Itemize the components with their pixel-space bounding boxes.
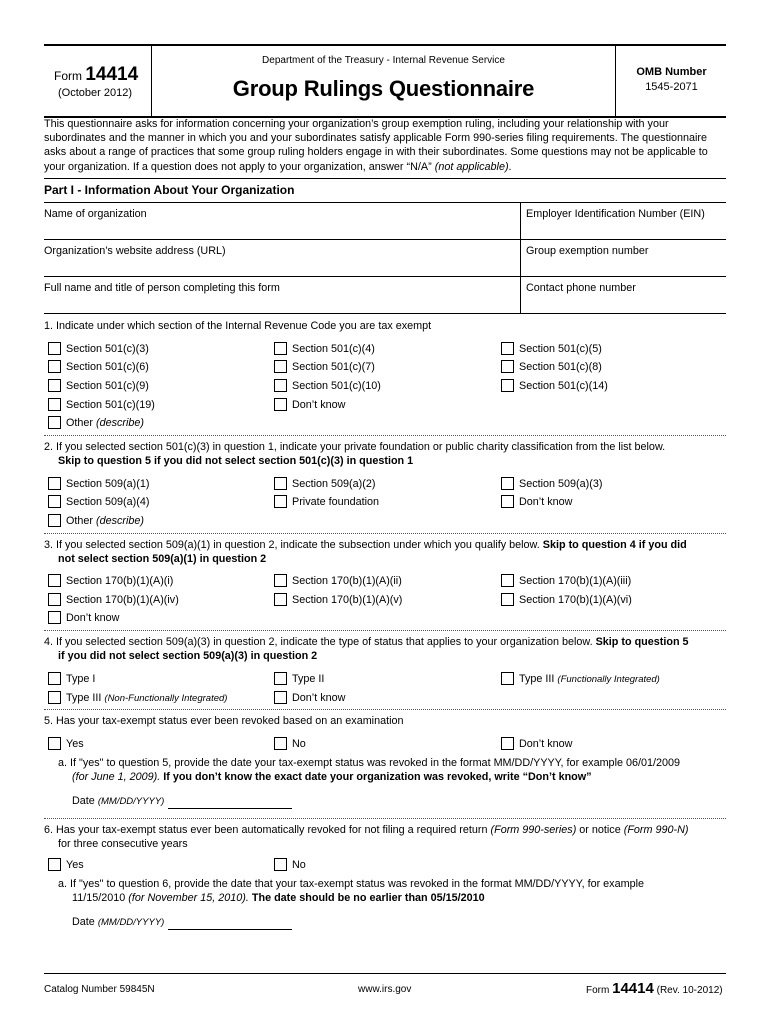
checkbox-170-iv[interactable]: Section 170(b)(1)(A)(iv) bbox=[48, 593, 179, 607]
checkbox-509a4[interactable]: Section 509(a)(4) bbox=[48, 495, 149, 509]
checkbox-170-vi[interactable]: Section 170(b)(1)(A)(vi) bbox=[501, 593, 632, 607]
checkbox-170-ii[interactable]: Section 170(b)(1)(A)(ii) bbox=[274, 574, 402, 588]
page-title: Group Rulings Questionnaire bbox=[232, 76, 535, 101]
checkbox-q3-dont-know[interactable]: Don’t know bbox=[48, 611, 119, 625]
question-1: 1. Indicate under which section of the Internal Revenue Code you are tax exempt bbox=[44, 320, 432, 332]
checkbox-509a2[interactable]: Section 509(a)(2) bbox=[274, 477, 375, 491]
footer-form-id: Form 14414 (Rev. 10-2012) bbox=[586, 980, 723, 997]
question-4: 4. If you selected section 509(a)(3) in question 2, indicate the type of status that applies to your organization below. Skip to question 5 if you did not select section 509(a)(3) in question 2 bbox=[44, 636, 689, 662]
divider bbox=[44, 630, 726, 631]
q5-date-field[interactable]: Date (MM/DD/YYYY) bbox=[72, 794, 292, 808]
question-5: 5. Has your tax-exempt status ever been revoked based on an examination bbox=[44, 715, 404, 727]
checkbox-type-3-nfi[interactable]: Type III (Non-Functionally Integrated) bbox=[48, 691, 227, 705]
checkbox-501c9[interactable]: Section 501(c)(9) bbox=[48, 379, 149, 393]
checkbox-q2-other[interactable]: Other (describe) bbox=[48, 514, 144, 528]
checkbox-501c5[interactable]: Section 501(c)(5) bbox=[501, 342, 602, 356]
checkbox-501c6[interactable]: Section 501(c)(6) bbox=[48, 360, 149, 374]
checkbox-q2-dont-know[interactable]: Don’t know bbox=[501, 495, 572, 509]
omb-cell bbox=[615, 46, 726, 116]
question-5a: a. If "yes" to question 5, provide the date your tax-exempt status was revoked in the format MM/DD/YYYY, for example 06/01/2009 (for June 1, 2009). If you don’t know the exact date your organization was revoked, write “Don’t know” bbox=[58, 757, 681, 783]
form-number: 14414 bbox=[85, 64, 139, 85]
question-2: 2. If you selected section 501(c)(3) in question 1, indicate your private foundation or public charity classification from the list below. Skip to question 5 if you did not select section 501(c)(3) in question 1 bbox=[44, 441, 666, 467]
checkbox-509a1[interactable]: Section 509(a)(1) bbox=[48, 477, 149, 491]
checkbox-q1-other[interactable]: Other (describe) bbox=[48, 416, 144, 430]
ein-field[interactable]: Employer Identification Number (EIN) bbox=[526, 208, 705, 220]
checkbox-501c7[interactable]: Section 501(c)(7) bbox=[274, 360, 375, 374]
intro-paragraph: This questionnaire asks for information concerning your organization’s group exemption ruling, including your relationship with your subordinates and the manner in which you and your subordinates satisfy applicable Form 990-series filing requirements. The questionnaire asks about a range of practices that some group ruling holders engage in with their subordinates. Some questions may not be applicable to your organization. If a question does not apply to your organization, answer “N/A” (not applicable). bbox=[44, 118, 708, 173]
footer-website: www.irs.gov bbox=[358, 984, 412, 995]
form-id-cell bbox=[44, 46, 152, 116]
checkbox-501c8[interactable]: Section 501(c)(8) bbox=[501, 360, 602, 374]
question-6a: a. If "yes" to question 6, provide the date that your tax-exempt status was revoked in the format MM/DD/YYYY, for example 11/15/2010 (for November 15, 2010). The date should be no earlier than 05/15/2010 bbox=[58, 878, 644, 904]
form-date: (October 2012) bbox=[58, 87, 132, 99]
question-3: 3. If you selected section 509(a)(1) in question 2, indicate the subsection under which you qualify below. Skip to question 4 if you did not select section 509(a)(1) in question 2 bbox=[44, 539, 687, 565]
footer-divider bbox=[44, 973, 726, 974]
divider bbox=[44, 435, 726, 436]
divider bbox=[44, 178, 726, 179]
checkbox-170-iii[interactable]: Section 170(b)(1)(A)(iii) bbox=[501, 574, 631, 588]
checkbox-type-1[interactable]: Type I bbox=[48, 672, 95, 686]
checkbox-509a3[interactable]: Section 509(a)(3) bbox=[501, 477, 602, 491]
omb-label: OMB Number bbox=[636, 66, 707, 78]
form-word: Form bbox=[54, 69, 82, 83]
catalog-number: Catalog Number 59845N bbox=[44, 984, 155, 995]
checkbox-501c19[interactable]: Section 501(c)(19) bbox=[48, 398, 155, 412]
department: Department of the Treasury - Internal Revenue Service bbox=[262, 55, 505, 66]
part1-heading: Part I - Information About Your Organization bbox=[44, 183, 295, 197]
checkbox-170-i[interactable]: Section 170(b)(1)(A)(i) bbox=[48, 574, 173, 588]
checkbox-q5-no[interactable]: No bbox=[274, 737, 306, 751]
omb-number: 1545-2071 bbox=[645, 81, 698, 93]
form-header bbox=[44, 44, 726, 118]
title-cell bbox=[152, 46, 615, 116]
divider bbox=[44, 709, 726, 710]
checkbox-501c14[interactable]: Section 501(c)(14) bbox=[501, 379, 608, 393]
divider bbox=[44, 313, 726, 314]
column-divider bbox=[520, 202, 521, 313]
checkbox-501c4[interactable]: Section 501(c)(4) bbox=[274, 342, 375, 356]
q6-date-field[interactable]: Date (MM/DD/YYYY) bbox=[72, 915, 292, 929]
checkbox-type-3-fi[interactable]: Type III (Functionally Integrated) bbox=[501, 672, 660, 686]
checkbox-q6-yes[interactable]: Yes bbox=[48, 858, 84, 872]
q6-date-input[interactable] bbox=[168, 929, 292, 930]
divider bbox=[44, 533, 726, 534]
checkbox-501c10[interactable]: Section 501(c)(10) bbox=[274, 379, 381, 393]
checkbox-501c3[interactable]: Section 501(c)(3) bbox=[48, 342, 149, 356]
checkbox-type-2[interactable]: Type II bbox=[274, 672, 324, 686]
phone-field[interactable]: Contact phone number bbox=[526, 282, 636, 294]
checkbox-private-foundation[interactable]: Private foundation bbox=[274, 495, 379, 509]
checkbox-q6-no[interactable]: No bbox=[274, 858, 306, 872]
checkbox-q5-yes[interactable]: Yes bbox=[48, 737, 84, 751]
preparer-field[interactable]: Full name and title of person completing this form bbox=[44, 282, 280, 294]
checkbox-q4-dont-know[interactable]: Don’t know bbox=[274, 691, 345, 705]
divider bbox=[44, 818, 726, 819]
divider bbox=[44, 276, 726, 277]
q5-date-input[interactable] bbox=[168, 808, 292, 809]
divider bbox=[44, 239, 726, 240]
checkbox-170-v[interactable]: Section 170(b)(1)(A)(v) bbox=[274, 593, 402, 607]
website-field[interactable]: Organization’s website address (URL) bbox=[44, 245, 226, 257]
question-6: 6. Has your tax-exempt status ever been automatically revoked for not filing a required return (Form 990-series) or notice (Form 990-N) for three consecutive years bbox=[44, 824, 689, 850]
org-name-field[interactable]: Name of organization bbox=[44, 208, 147, 220]
group-exemption-field[interactable]: Group exemption number bbox=[526, 245, 649, 257]
checkbox-q5-dont-know[interactable]: Don’t know bbox=[501, 737, 572, 751]
checkbox-q1-dont-know[interactable]: Don’t know bbox=[274, 398, 345, 412]
divider bbox=[44, 202, 726, 203]
